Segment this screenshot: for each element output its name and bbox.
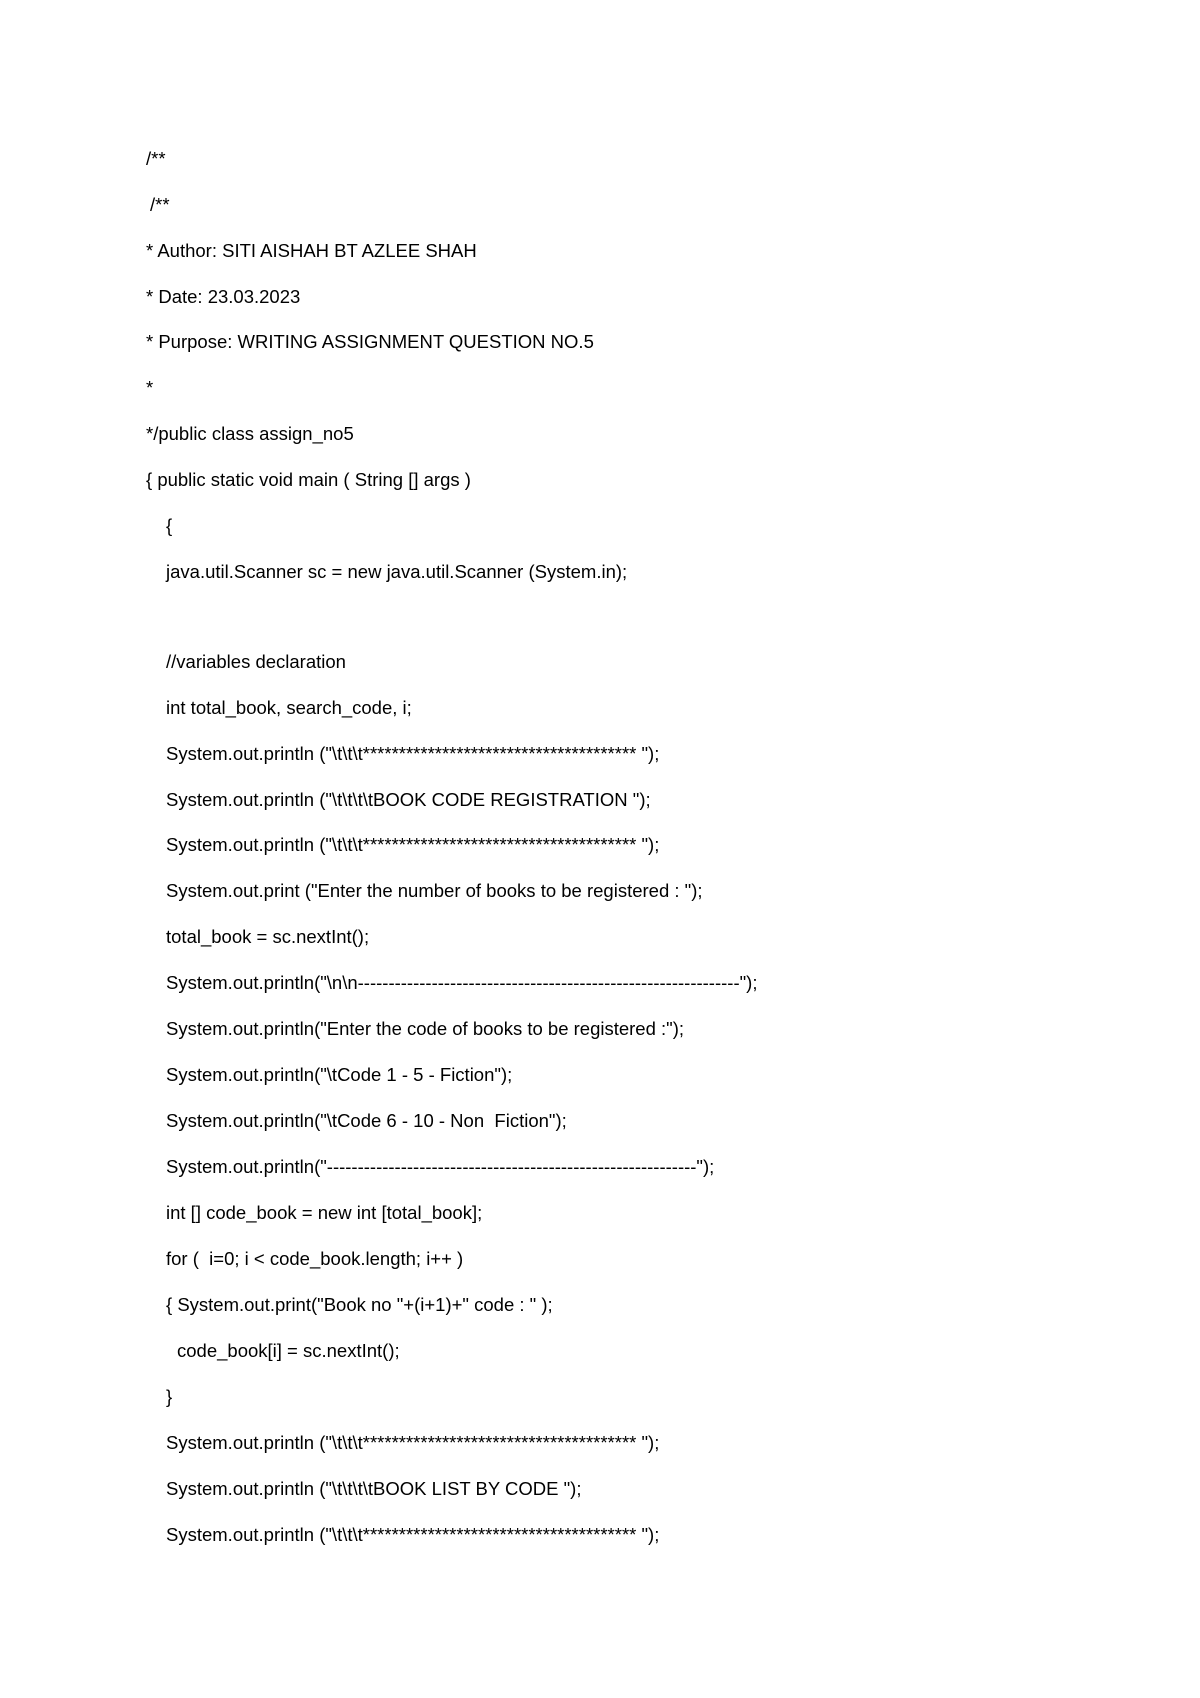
- code-line-23: int [] code_book = new int [total_book];: [166, 1202, 483, 1223]
- code-line-5: * Purpose: WRITING ASSIGNMENT QUESTION NO.5: [146, 331, 594, 352]
- code-line-30: System.out.println ("\t\t\t************************************** ");: [166, 1524, 660, 1545]
- code-line-27: }: [166, 1386, 173, 1407]
- code-line-3: * Author: SITI AISHAH BT AZLEE SHAH: [146, 240, 477, 261]
- code-line-8: { public static void main ( String [] args ): [146, 469, 471, 490]
- code-line-22: System.out.println("------------------------------------------------------------");: [166, 1156, 715, 1177]
- code-line-13: System.out.println ("\t\t\t************************************** ");: [166, 743, 660, 764]
- code-line-20: System.out.println("\tCode 1 - 5 - Fiction");: [166, 1064, 513, 1085]
- code-line-1: /**: [146, 148, 166, 169]
- code-line-18: System.out.println("\n\n--------------------------------------------------------------");: [166, 972, 758, 993]
- code-line-15: System.out.println ("\t\t\t************************************** ");: [166, 834, 660, 855]
- code-line-7: */public class assign_no5: [146, 423, 354, 444]
- code-line-9: {: [166, 515, 173, 536]
- code-line-21: System.out.println("\tCode 6 - 10 - Non Fiction");: [166, 1110, 567, 1131]
- code-line-4: * Date: 23.03.2023: [146, 286, 301, 307]
- code-line-24: for ( i=0; i < code_book.length; i++ ): [166, 1248, 464, 1269]
- code-line-16: System.out.print ("Enter the number of books to be registered : ");: [166, 880, 703, 901]
- code-line-12: int total_book, search_code, i;: [166, 697, 412, 718]
- code-line-6: *: [146, 377, 154, 398]
- code-line-29: System.out.println ("\t\t\t\tBOOK LIST BY CODE ");: [166, 1478, 582, 1499]
- code-line-14: System.out.println ("\t\t\t\tBOOK CODE REGISTRATION ");: [166, 789, 651, 810]
- code-line-19: System.out.println("Enter the code of books to be registered :");: [166, 1018, 685, 1039]
- code-line-25: { System.out.print("Book no "+(i+1)+" code : " );: [166, 1294, 553, 1315]
- code-line-10: java.util.Scanner sc = new java.util.Scanner (System.in);: [166, 561, 628, 582]
- code-line-11: //variables declaration: [166, 651, 346, 672]
- code-line-2: /**: [150, 194, 170, 215]
- code-line-28: System.out.println ("\t\t\t************************************** ");: [166, 1432, 660, 1453]
- code-line-26: code_book[i] = sc.nextInt();: [177, 1340, 400, 1361]
- code-line-17: total_book = sc.nextInt();: [166, 926, 370, 947]
